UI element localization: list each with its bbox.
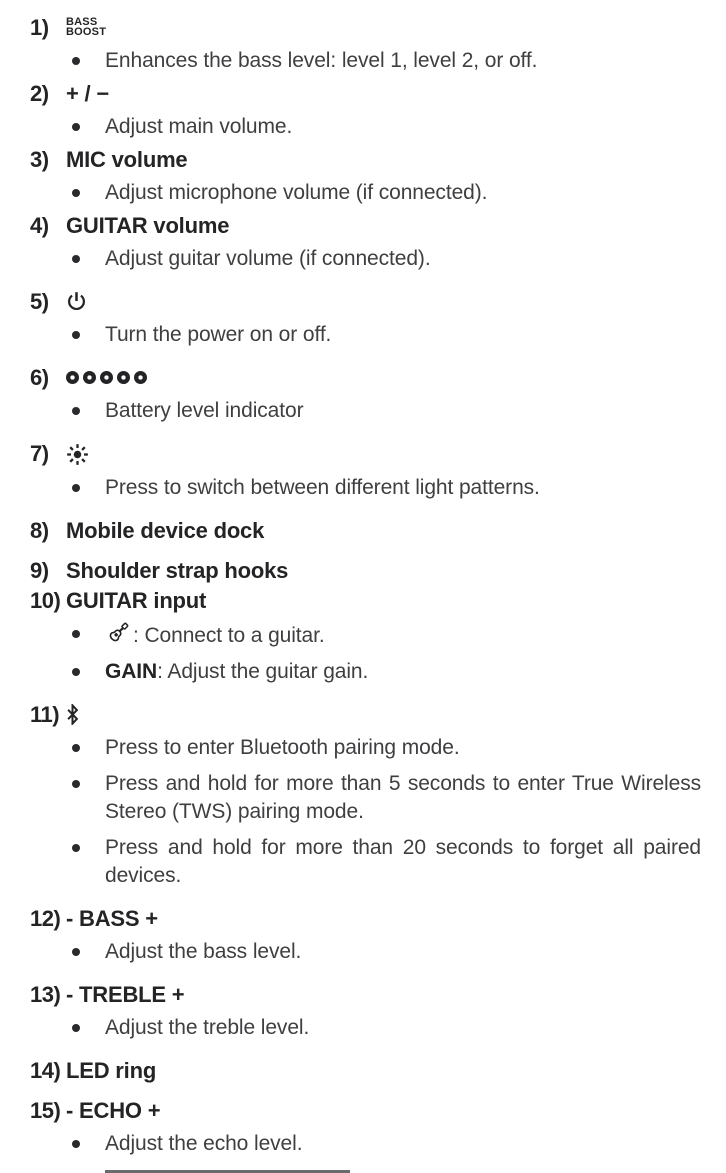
list-item-1 <box>30 17 701 39</box>
list-item-8 <box>30 520 701 542</box>
item-title: - BASS + <box>66 906 158 931</box>
bullet-item: Press and hold for more than 5 seconds to enter True Wireless Stereo (TWS) pairing mode. <box>30 770 701 826</box>
item-number: 5) <box>30 289 49 314</box>
bass-boost-logo: BASS BOOST <box>66 16 107 38</box>
bullet-icon <box>72 57 80 65</box>
list-item-11 <box>30 704 701 726</box>
list-item-3 <box>30 149 701 171</box>
bullet-icon <box>72 255 80 263</box>
battery-dot-icon <box>66 371 79 384</box>
bullet-icon <box>72 189 80 197</box>
bullet-item: Turn the power on or off. <box>30 321 701 349</box>
bullet-icon <box>72 744 80 752</box>
bullet-icon <box>72 630 80 638</box>
bullet-item: GAIN: Adjust the guitar gain. <box>30 658 701 686</box>
item-number: 13) <box>30 982 61 1007</box>
item-number: 10) <box>30 588 61 613</box>
battery-dot-icon <box>100 371 113 384</box>
list-item-6 <box>30 367 701 389</box>
bullet-item: Press to switch between different light patterns. <box>30 474 701 502</box>
item-number: 9) <box>30 558 49 583</box>
item-number: 11) <box>30 702 60 727</box>
list-item-13 <box>30 984 701 1006</box>
item-title: - ECHO + <box>66 1098 161 1123</box>
item-title: GUITAR input <box>66 588 207 613</box>
item-number: 12) <box>30 906 61 931</box>
bullet-item: Adjust main volume. <box>30 113 701 141</box>
item-title: + / − <box>66 81 110 106</box>
battery-level-dots-icon <box>66 371 151 384</box>
list-item-4 <box>30 215 701 237</box>
item-title: Mobile device dock <box>66 518 265 543</box>
bluetooth-icon <box>66 704 79 725</box>
item-title: LED ring <box>66 1058 157 1083</box>
battery-dot-icon <box>134 371 147 384</box>
list-item-15 <box>30 1100 701 1122</box>
bullet-item: Enhances the bass level: level 1, level 2, or off. <box>30 47 701 75</box>
bullet-icon <box>72 1140 80 1148</box>
bullet-item: Adjust the echo level. <box>30 1130 701 1158</box>
item-title: - TREBLE + <box>66 982 185 1007</box>
item-number: 2) <box>30 81 49 106</box>
bullet-icon <box>72 331 80 339</box>
guitar-icon <box>105 620 131 646</box>
bullet-icon <box>72 407 80 415</box>
list-item-2 <box>30 83 701 105</box>
list-item-5 <box>30 291 701 313</box>
item-number: 3) <box>30 147 49 172</box>
power-icon <box>66 291 87 313</box>
list-item-9 <box>30 560 701 582</box>
bullet-item: : Connect to a guitar. <box>30 620 701 650</box>
light-pattern-icon <box>66 443 89 466</box>
bullet-item: Adjust microphone volume (if connected). <box>30 179 701 207</box>
bullet-icon <box>72 844 80 852</box>
bullet-icon <box>72 123 80 131</box>
item-number: 1) <box>30 15 49 40</box>
item-title: GUITAR volume <box>66 213 230 238</box>
item-number: 8) <box>30 518 49 543</box>
gain-label: GAIN <box>105 660 158 683</box>
battery-dot-icon <box>83 371 96 384</box>
bullet-icon <box>72 948 80 956</box>
list-item-7 <box>30 443 701 466</box>
list-item-10 <box>30 590 701 612</box>
list-item-12 <box>30 908 701 930</box>
bullet-item: Adjust the treble level. <box>30 1014 701 1042</box>
bullet-icon <box>72 484 80 492</box>
item-title: Shoulder strap hooks <box>66 558 289 583</box>
item-title: MIC volume <box>66 147 188 172</box>
item-number: 6) <box>30 365 49 390</box>
item-number: 4) <box>30 213 49 238</box>
bullet-icon <box>72 668 80 676</box>
bullet-item: Press to enter Bluetooth pairing mode. <box>30 734 701 762</box>
list-item-14 <box>30 1060 701 1082</box>
bullet-item: Adjust guitar volume (if connected). <box>30 245 701 273</box>
item-number: 7) <box>30 441 49 466</box>
item-number: 15) <box>30 1098 61 1123</box>
bullet-icon <box>72 1024 80 1032</box>
bullet-item: Adjust the bass level. <box>30 938 701 966</box>
item-number: 14) <box>30 1058 61 1083</box>
battery-dot-icon <box>117 371 130 384</box>
bullet-item: Press and hold for more than 20 seconds to forget all paired devices. <box>30 834 701 890</box>
bullet-icon <box>72 780 80 788</box>
bullet-item: Battery level indicator <box>30 397 701 425</box>
